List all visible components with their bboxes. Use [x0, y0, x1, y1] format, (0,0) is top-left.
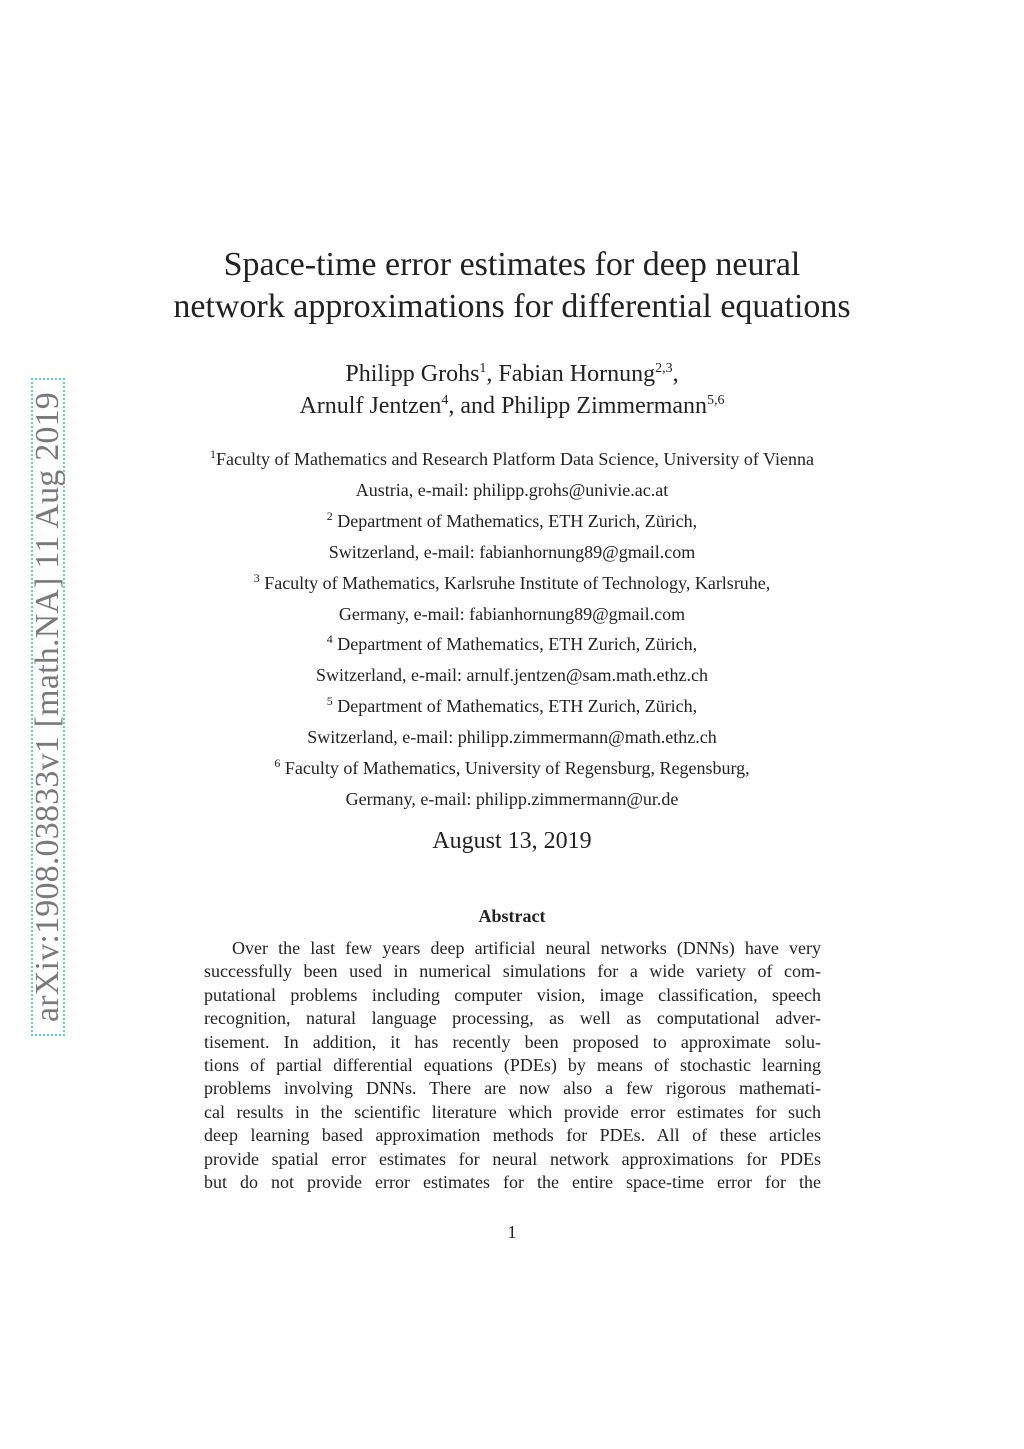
affiliation-mark: 1 — [210, 447, 217, 461]
paper-date: August 13, 2019 — [432, 828, 592, 854]
affiliation-text: Department of Mathematics, ETH Zurich, Zürich, — [332, 634, 698, 655]
affiliation-2-line-1 — [0, 506, 1024, 537]
abstract-body — [204, 937, 821, 1194]
title-line-1: Space-time error estimates for deep neural — [223, 246, 801, 283]
affiliation-3-line-2: Germany, e-mail: fabianhornung89@gmail.com — [338, 603, 686, 624]
abstract-line: but do not provide error estimates for the entire space-time error for the — [204, 1171, 821, 1192]
affiliation-4-line-1 — [0, 629, 1024, 660]
affiliation-5-line-1 — [0, 691, 1024, 722]
abstract-line: cal results in the scientific literature which provide error estimates for such — [204, 1101, 821, 1122]
affiliation-3-line-1 — [0, 568, 1024, 599]
abstract-line: successfully been used in numerical simulations for a wide variety of com- — [204, 961, 821, 982]
author-separator: , — [486, 361, 499, 387]
affiliation-text: Faculty of Mathematics and Research Platform Data Science, University of Vienna — [216, 449, 814, 469]
author-affiliation-mark: 5,6 — [707, 393, 725, 408]
affiliation-text: Faculty of Mathematics, University of Regensburg, Regensburg, — [280, 758, 750, 779]
affiliation-mark: 6 — [274, 756, 281, 771]
affiliation-list — [0, 444, 1024, 815]
affiliation-6-line-2: Germany, e-mail: philipp.zimmermann@ur.de — [345, 788, 679, 809]
author-affiliation-mark: 2,3 — [655, 361, 673, 376]
affiliation-mark: 4 — [326, 632, 333, 647]
affiliation-mark: 5 — [326, 694, 333, 709]
affiliation-text: Faculty of Mathematics, Karlsruhe Institute of Technology, Karlsruhe, — [259, 572, 771, 593]
abstract-line: problems involving DNNs. There are now also a few rigorous mathemati- — [204, 1078, 821, 1099]
author-list — [0, 358, 1024, 422]
author-name: Fabian Hornung — [498, 361, 656, 387]
abstract-line: deep learning based approximation methods for PDEs. All of these articles — [204, 1125, 821, 1146]
affiliation-mark: 3 — [253, 570, 260, 585]
abstract-line: tisement. In addition, it has recently been proposed to approximate solu- — [204, 1031, 821, 1052]
author-name: Philipp Grohs — [345, 361, 480, 387]
author-name: Arnulf Jentzen — [299, 393, 442, 419]
paper-title — [0, 244, 1024, 328]
affiliation-mark: 2 — [326, 508, 333, 523]
affiliation-text: Department of Mathematics, ETH Zurich, Zürich, — [332, 696, 698, 717]
page-number: 1 — [507, 1222, 517, 1242]
abstract-heading: Abstract — [478, 906, 546, 926]
author-line-2 — [0, 390, 1024, 422]
author-separator: , and — [448, 393, 502, 419]
abstract-line: provide spatial error estimates for neural network approximations for PDEs — [204, 1148, 821, 1169]
author-separator: , — [672, 361, 679, 387]
affiliation-1-line-2: Austria, e-mail: philipp.grohs@univie.ac.at — [355, 479, 669, 500]
affiliation-1-line-1 — [0, 444, 1024, 475]
affiliation-6-line-1 — [0, 753, 1024, 784]
affiliation-text: Department of Mathematics, ETH Zurich, Zürich, — [332, 510, 698, 531]
arxiv-identifier: arXiv:1908.03833v1 [math.NA] 11 Aug 2019 — [29, 391, 66, 1023]
author-affiliation-mark: 4 — [441, 393, 449, 408]
affiliation-4-line-2: Switzerland, e-mail: arnulf.jentzen@sam.math.ethz.ch — [316, 665, 708, 686]
title-line-2: network approximations for differential equations — [173, 288, 851, 325]
affiliation-2-line-2: Switzerland, e-mail: fabianhornung89@gmail.com — [328, 541, 696, 562]
abstract-line: Over the last few years deep artificial neural networks (DNNs) have very — [232, 938, 821, 958]
author-affiliation-mark: 1 — [479, 361, 487, 376]
abstract-line: recognition, natural language processing, as well as computational adver- — [204, 1008, 821, 1029]
author-name: Philipp Zimmermann — [501, 393, 708, 419]
abstract-line: putational problems including computer vision, image classification, speech — [204, 984, 821, 1005]
abstract-line: tions of partial differential equations (PDEs) by means of stochastic learning — [204, 1054, 821, 1075]
affiliation-5-line-2: Switzerland, e-mail: philipp.zimmermann@math.ethz.ch — [307, 727, 717, 748]
author-line-1 — [0, 358, 1024, 390]
